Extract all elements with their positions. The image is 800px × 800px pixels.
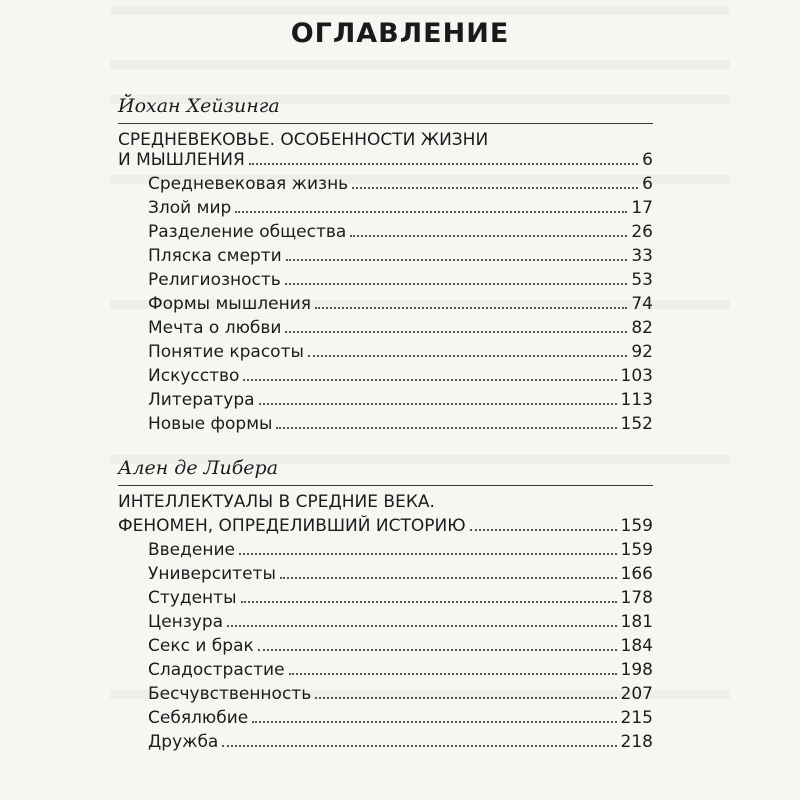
toc-entry-label: Средневековая жизнь [148,174,349,194]
dot-leader [249,163,638,165]
toc-entry-label: Мечта о любви [148,318,282,338]
dot-leader [308,355,627,357]
dot-leader [350,235,627,237]
toc-entry[interactable] [118,196,653,218]
toc-entry-label: Студенты [148,588,237,608]
toc-entry[interactable] [118,586,653,608]
page-number: 33 [631,246,653,266]
dot-leader [285,283,628,285]
toc-entry-label: Новые формы [148,414,273,434]
toc-entry-label: Злой мир [148,198,232,218]
work-title-line: ФЕНОМЕН, ОПРЕДЕЛИВШИЙ ИСТОРИЮ [118,516,466,536]
page-number: 26 [631,222,653,242]
toc-entry[interactable] [118,634,653,656]
dot-leader [252,721,616,723]
toc-entry[interactable] [118,658,653,680]
page-number: 215 [620,708,653,728]
section-divider [118,123,653,124]
toc-entry[interactable] [118,244,653,266]
toc-entry-label: Введение [148,540,235,560]
toc-entry[interactable] [118,730,653,752]
toc-entry-label: Пляска смерти [148,246,282,266]
section-author: Ален де Либера [118,457,279,479]
section-divider [118,485,653,486]
section-author: Йохан Хейзинга [118,95,280,117]
dot-leader [222,745,616,747]
page-number: 218 [620,732,653,752]
dot-leader [280,577,617,579]
dot-leader [470,529,617,531]
page-number: 159 [620,540,653,560]
toc-entry[interactable] [118,316,653,338]
page-number: 184 [620,636,653,656]
dot-leader [258,649,617,651]
dot-leader [276,427,616,429]
toc-entry[interactable] [118,682,653,704]
toc-entry-label: Себялюбие [148,708,249,728]
toc-entry-label: Бесчувственность [148,684,312,704]
dot-leader [286,259,628,261]
dot-leader [239,553,617,555]
dot-leader [289,673,617,675]
page-number: 53 [631,270,653,290]
toc-entry-label: Сладострастие [148,660,285,680]
work-title-line: СРЕДНЕВЕКОВЬЕ. ОСОБЕННОСТИ ЖИЗНИ [118,130,489,150]
toc-entry-label: Разделение общества [148,222,347,242]
dot-leader [315,307,627,309]
toc-entry-label: Цензура [148,612,224,632]
page-number: 181 [620,612,653,632]
dot-leader [352,187,638,189]
page-number: 6 [642,150,653,170]
toc-entry[interactable] [118,268,653,290]
toc-entry[interactable] [118,220,653,242]
bleed-through-line [110,6,730,15]
toc-entry-label: Литература [148,390,255,410]
dot-leader [259,403,617,405]
toc-entry[interactable] [118,340,653,362]
dot-leader [285,331,627,333]
page-number: 17 [631,198,653,218]
page-number: 207 [620,684,653,704]
toc-entry-label: Университеты [148,564,276,584]
work-title-entry[interactable] [118,514,653,536]
page-number: 74 [631,294,653,314]
toc-entry-label: Секс и брак [148,636,254,656]
dot-leader [243,379,616,381]
dot-leader [227,625,616,627]
toc-entry[interactable] [118,412,653,434]
toc-entry[interactable] [118,610,653,632]
page-title: ОГЛАВЛЕНИЕ [290,18,510,49]
page-number: 166 [620,564,653,584]
toc-entry[interactable] [118,388,653,410]
toc-entry[interactable] [118,292,653,314]
toc-entry[interactable] [118,562,653,584]
page-number: 198 [620,660,653,680]
toc-entry[interactable] [118,706,653,728]
dot-leader [235,211,627,213]
toc-entry-label: Искусство [148,366,240,386]
work-title-line: И МЫШЛЕНИЯ [118,150,245,170]
toc-entry-label: Понятие красоты [148,342,304,362]
work-title-line: ИНТЕЛЛЕКТУАЛЫ В СРЕДНИЕ ВЕКА. [118,492,435,512]
page-number: 6 [642,174,653,194]
bleed-through-line [110,60,730,69]
toc-entry-label: Религиозность [148,270,281,290]
page-number: 103 [620,366,653,386]
toc-entry-label: Формы мышления [148,294,311,314]
page-number: 152 [620,414,653,434]
toc-entry[interactable] [118,364,653,386]
page-number: 113 [620,390,653,410]
page-number: 92 [631,342,653,362]
work-title-entry[interactable] [118,148,653,170]
page-number: 82 [631,318,653,338]
toc-entry-label: Дружба [148,732,219,752]
dot-leader [315,697,616,699]
toc-entry[interactable] [118,172,653,194]
page-number: 159 [620,516,653,536]
page-number: 178 [620,588,653,608]
dot-leader [241,601,617,603]
toc-entry[interactable] [118,538,653,560]
